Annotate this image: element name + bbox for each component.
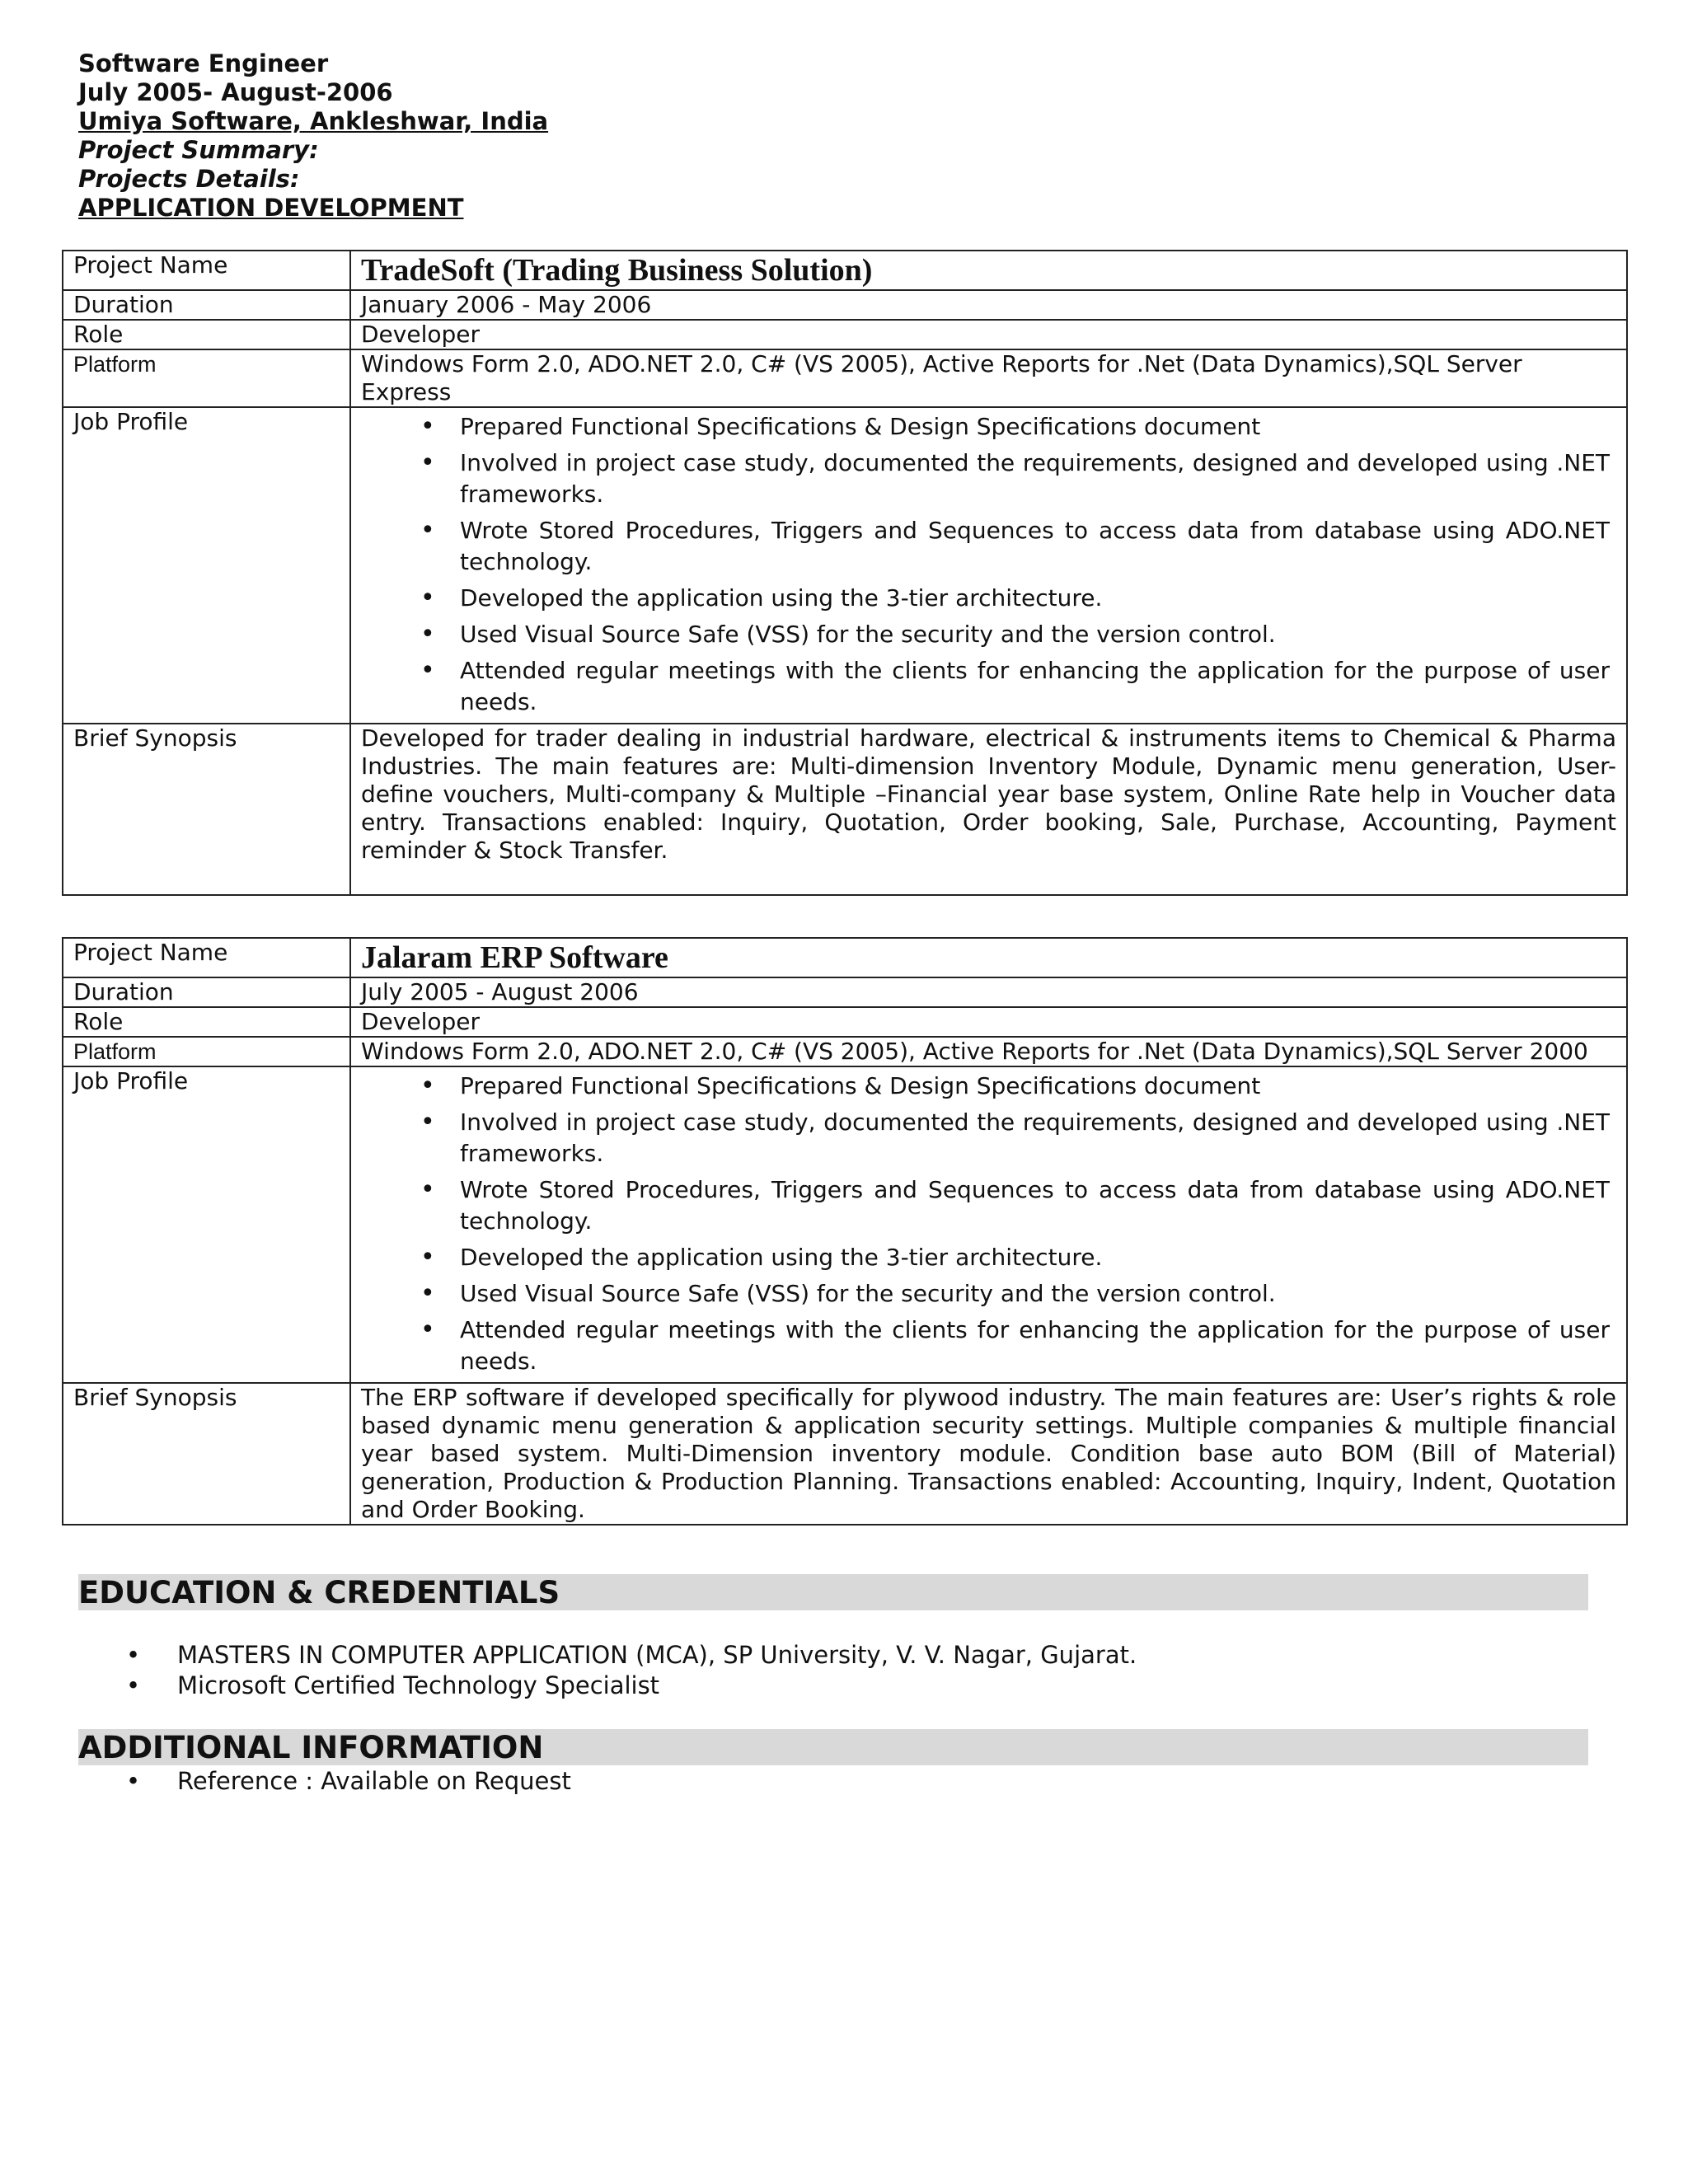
job-profile-label: Job Profile — [63, 407, 350, 724]
job-title: Software Engineer — [78, 49, 329, 77]
project-name: Jalaram ERP Software — [350, 938, 1627, 977]
duration-label: Duration — [63, 290, 350, 320]
list-item: • Prepared Functional Specifications & Design Specifications document — [361, 1071, 1610, 1102]
duration-row — [63, 290, 1627, 320]
job-header — [78, 49, 548, 223]
list-item: • MASTERS IN COMPUTER APPLICATION (MCA), SP University, V. V. Nagar, Gujarat. — [78, 1640, 1137, 1671]
section-title: APPLICATION DEVELOPMENT — [78, 194, 464, 222]
projects-details-label: Projects Details: — [78, 165, 300, 193]
synopsis-row — [63, 724, 1627, 895]
platform-label: Platform — [63, 1037, 350, 1066]
list-item: • Wrote Stored Procedures, Triggers and Sequences to access data from database using ADO.NET technology. — [361, 1174, 1610, 1237]
role-label: Role — [63, 1007, 350, 1037]
additional-list — [78, 1766, 571, 1797]
project-name-label: Project Name — [63, 251, 350, 290]
duration-row — [63, 977, 1627, 1007]
synopsis-label: Brief Synopsis — [63, 724, 350, 895]
education-heading: EDUCATION & CREDENTIALS — [78, 1574, 1588, 1610]
platform-label: Platform — [63, 349, 350, 407]
platform-value: Windows Form 2.0, ADO.NET 2.0, C# (VS 2005), Active Reports for .Net (Data Dynamics),SQL Server 2000 — [350, 1037, 1627, 1066]
duration-value: January 2006 - May 2006 — [350, 290, 1627, 320]
project-summary-label: Project Summary: — [78, 136, 319, 164]
platform-row — [63, 349, 1627, 407]
list-item: • Microsoft Certified Technology Specialist — [78, 1671, 1137, 1701]
project-name-row — [63, 938, 1627, 977]
role-value: Developer — [350, 1007, 1627, 1037]
job-profile-list — [361, 411, 1616, 718]
role-row — [63, 1007, 1627, 1037]
duration-label: Duration — [63, 977, 350, 1007]
list-item: • Attended regular meetings with the clients for enhancing the application for the purpose of user needs. — [361, 1315, 1610, 1377]
list-item: • Involved in project case study, documented the requirements, designed and developed using .NET frameworks. — [361, 448, 1610, 510]
job-profile-row — [63, 407, 1627, 724]
role-row — [63, 320, 1627, 349]
job-profile-list — [361, 1071, 1616, 1377]
list-item: • Used Visual Source Safe (VSS) for the security and the version control. — [361, 1278, 1610, 1310]
job-dates: July 2005- August-2006 — [78, 78, 393, 106]
list-item: • Developed the application using the 3-tier architecture. — [361, 583, 1610, 614]
synopsis-row — [63, 1383, 1627, 1525]
project-table-2 — [62, 937, 1628, 1526]
job-profile-cell — [350, 407, 1627, 724]
role-value: Developer — [350, 320, 1627, 349]
additional-heading: ADDITIONAL INFORMATION — [78, 1729, 1588, 1765]
synopsis-value: Developed for trader dealing in industrial hardware, electrical & instruments items to Chemical & Pharma Industries. The main features are: Multi-dimension Inventory Module, Dynamic menu generation, User-define vouchers, Multi-company & Multiple –Financial year base system, Online Rate help in Voucher data entry. Transactions enabled: Inquiry, Quotation, Order booking, Sale, Purchase, Accounting, Payment reminder & Stock Transfer. — [350, 724, 1627, 895]
project-name-row — [63, 251, 1627, 290]
job-profile-cell — [350, 1066, 1627, 1383]
job-profile-row — [63, 1066, 1627, 1383]
list-item: • Developed the application using the 3-tier architecture. — [361, 1242, 1610, 1273]
education-list — [78, 1640, 1137, 1701]
project-name: TradeSoft (Trading Business Solution) — [350, 251, 1627, 290]
project-name-label: Project Name — [63, 938, 350, 977]
duration-value: July 2005 - August 2006 — [350, 977, 1627, 1007]
role-label: Role — [63, 320, 350, 349]
project-table-1 — [62, 250, 1628, 896]
job-profile-label: Job Profile — [63, 1066, 350, 1383]
synopsis-value: The ERP software if developed specifically for plywood industry. The main features are: User’s rights & role based dynamic menu generation & application security settings. Multiple companies & multiple financial year based system. Multi-Dimension inventory module. Condition base auto BOM (Bill of Material) generation, Production & Production Planning. Transactions enabled: Accounting, Inquiry, Indent, Quotation and Order Booking. — [350, 1383, 1627, 1525]
list-item: • Prepared Functional Specifications & Design Specifications document — [361, 411, 1610, 443]
platform-value: Windows Form 2.0, ADO.NET 2.0, C# (VS 2005), Active Reports for .Net (Data Dynamics),SQL Server Express — [350, 349, 1627, 407]
company-line: Umiya Software, Ankleshwar, India — [78, 107, 549, 135]
list-item: • Reference : Available on Request — [78, 1766, 571, 1797]
synopsis-label: Brief Synopsis — [63, 1383, 350, 1525]
list-item: • Used Visual Source Safe (VSS) for the security and the version control. — [361, 619, 1610, 650]
list-item: • Attended regular meetings with the clients for enhancing the application for the purpose of user needs. — [361, 655, 1610, 718]
platform-row — [63, 1037, 1627, 1066]
list-item: • Wrote Stored Procedures, Triggers and Sequences to access data from database using ADO.NET technology. — [361, 515, 1610, 578]
list-item: • Involved in project case study, documented the requirements, designed and developed using .NET frameworks. — [361, 1107, 1610, 1169]
